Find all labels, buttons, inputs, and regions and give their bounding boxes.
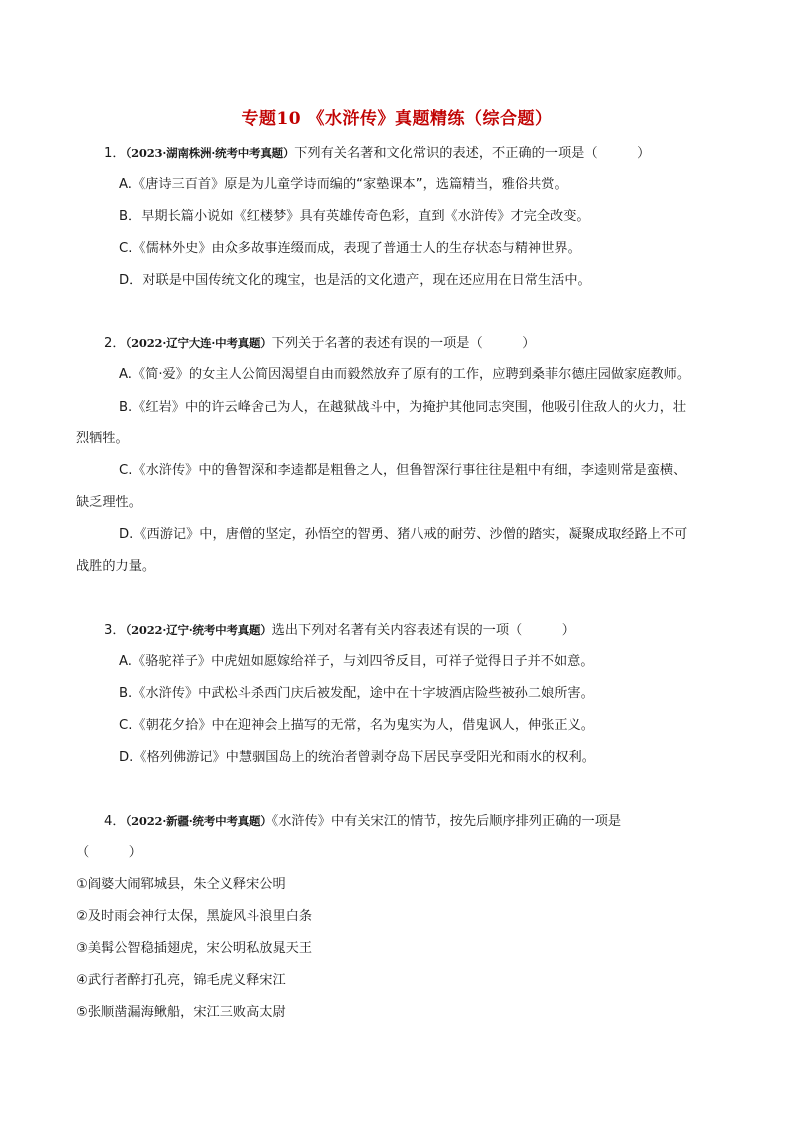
question-4-item-5: ⑤张顺凿漏海鳅船，宋江三败高太尉: [76, 1005, 286, 1020]
page-title: 专题10 《水浒传》真题精练（综合题）: [241, 109, 553, 129]
question-2-option-d: D.《西游记》中，唐僧的坚定，孙悟空的智勇、猪八戒的耐劳、沙僧的踏实，凝聚成取经路上不可: [119, 527, 688, 542]
question-4-item-2: ②及时雨会神行太保，黑旋风斗浪里白条: [76, 909, 313, 924]
question-3-stem: [104, 621, 575, 640]
question-source: （2022·新疆·统考中考真题）: [125, 814, 272, 828]
question-text: 选出下列对名著有关内容表述有误的一项（ ）: [271, 623, 575, 638]
question-3-option-b: B.《水浒传》中武松斗杀西门庆后被发配，途中在十字坡酒店险些被孙二娘所害。: [119, 686, 594, 701]
question-1-stem: [104, 144, 650, 163]
question-1-option-d: D．对联是中国传统文化的瑰宝，也是活的文化遗产，现在还应用在日常生活中。: [119, 273, 591, 288]
question-source: （2023·湖南株洲·统考中考真题）: [125, 146, 295, 160]
question-text: 《水浒传》中有关宋江的情节，按先后顺序排列正确的一项是: [271, 814, 622, 829]
question-2-option-d-cont: 战胜的力量。: [76, 559, 156, 574]
question-4-item-3: ③美髯公智稳插翅虎，宋公明私放晁天王: [76, 941, 313, 956]
question-4-answer-blank: （ ）: [76, 845, 142, 860]
question-1-option-b: B．早期长篇小说如《红楼梦》具有英雄传奇色彩，直到《水浒传》才完全改变。: [119, 209, 590, 224]
question-number: 2．: [104, 336, 126, 351]
question-3-option-c: C.《朝花夕拾》中在迎神会上描写的无常，名为鬼实为人，借鬼讽人，伸张正义。: [119, 718, 594, 733]
question-2-option-b-cont: 烈牺牲。: [76, 431, 129, 446]
question-2-option-a: A.《简·爱》的女主人公简因渴望自由而毅然放弃了原有的工作，应聘到桑菲尔德庄园做家庭教师。: [119, 367, 691, 382]
question-1-option-a: A.《唐诗三百首》原是为儿童学诗而编的“家塾课本”，选篇精当，雅俗共赏。: [119, 177, 568, 192]
question-3-option-d: D.《格列佛游记》中慧骃国岛上的统治者曾剥夺岛下居民享受阳光和雨水的权利。: [119, 750, 595, 765]
question-number: 4．: [104, 814, 126, 829]
question-4-item-4: ④武行者醉打孔亮，锦毛虎义释宋江: [76, 973, 286, 988]
question-4-stem: [104, 812, 621, 831]
question-3-option-a: A.《骆驼祥子》中虎妞如愿嫁给祥子，与刘四爷反目，可祥子觉得日子并不如意。: [119, 654, 594, 669]
question-number: 1．: [104, 146, 126, 161]
question-source: （2022·辽宁·统考中考真题）: [125, 623, 272, 637]
question-2-option-b: B.《红岩》中的许云峰舍己为人，在越狱战斗中，为掩护其他同志突围，他吸引住敌人的火力，壮: [119, 400, 687, 415]
question-4-item-1: ①阎婆大闹郓城县，朱仝义释宋公明: [76, 877, 286, 892]
question-2-option-c: C.《水浒传》中的鲁智深和李逵都是粗鲁之人，但鲁智深行事往往是粗中有细，李逵则常是蛮横、: [119, 463, 687, 478]
question-2-option-c-cont: 缺乏理性。: [76, 495, 142, 510]
question-number: 3．: [104, 623, 126, 638]
question-1-option-c: C.《儒林外史》由众多故事连缀而成，表现了普通士人的生存状态与精神世界。: [119, 241, 581, 256]
question-2-stem: [104, 334, 535, 353]
question-text: 下列关于名著的表述有误的一项是（ ）: [271, 336, 536, 351]
question-text: 下列有关名著和文化常识的表述，不正确的一项是（ ）: [294, 146, 651, 161]
question-source: （2022·辽宁大连·中考真题）: [125, 336, 272, 350]
